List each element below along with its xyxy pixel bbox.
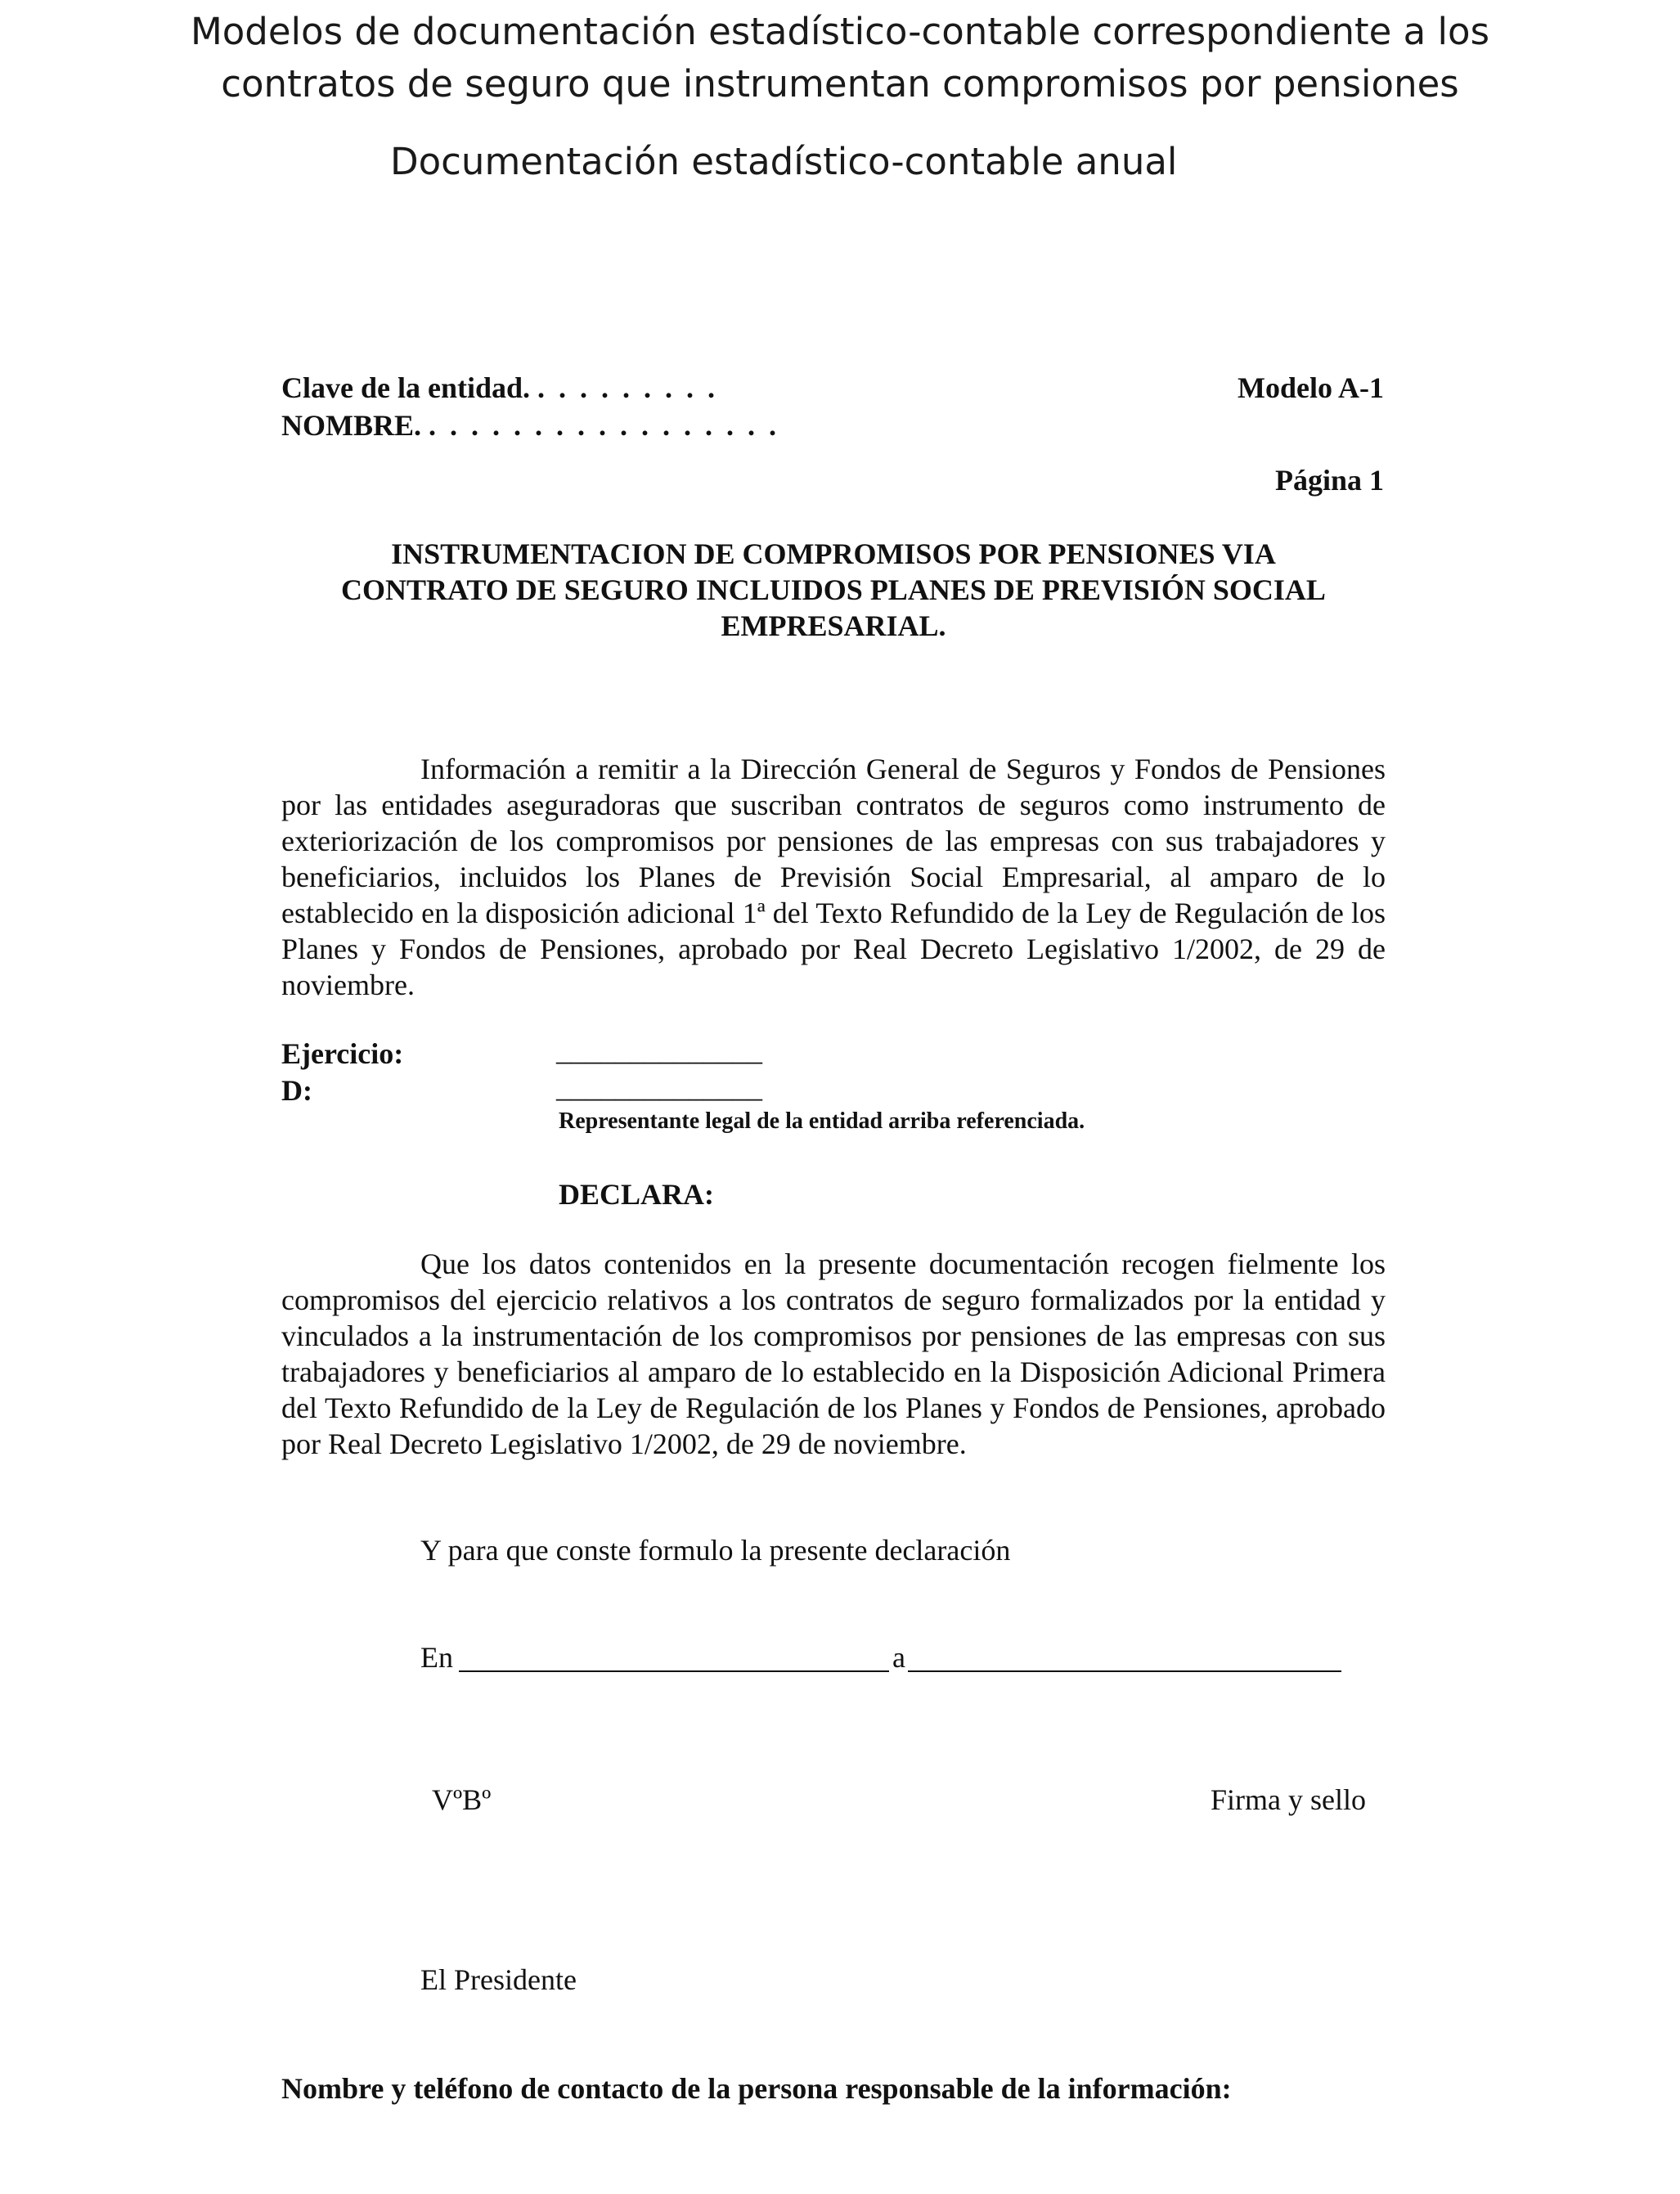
title-line-1: INSTRUMENTACION DE COMPROMISOS POR PENSIONES VIA — [391, 537, 1276, 570]
intro-paragraph: Información a remitir a la Dirección General de Seguros y Fondos de Pensiones por las entidades aseguradoras que suscriban contratos de seguros como instrumento de exteriorización de los compromisos por pensiones de las empresas con sus trabajadores y beneficiarios, incluidos los Planes de Previsión Social Empresarial, al amparo de lo establecido en la disposición adicional 1ª del Texto Refundido de la Ley de Regulación de los Planes y Fondos de Pensiones, aprobado por Real Decreto Legislativo 1/2002, de 29 de noviembre. — [281, 753, 1386, 1001]
header-line-1: Modelos de documentación estadístico-contable correspondiente a los — [190, 10, 1490, 53]
contacto-label: Nombre y teléfono de contacto de la persona responsable de la información: — [281, 2072, 1232, 2105]
nombre-entidad — [281, 407, 779, 443]
a-label: a — [892, 1641, 905, 1674]
header-subtitle: Documentación estadístico-contable anual — [390, 140, 1178, 183]
modelo-label: Modelo A-1 — [1238, 371, 1384, 404]
document-title — [281, 536, 1386, 644]
declara-heading: DECLARA: — [559, 1178, 715, 1211]
conste-text: Y para que conste formulo la presente declaración — [420, 1534, 1011, 1567]
clave-dots: . . . . . . . . . — [537, 371, 719, 404]
pagina-label: Página 1 — [1274, 464, 1384, 497]
header-line-2: contratos de seguro que instrumentan compromisos por pensiones — [221, 62, 1459, 106]
a-line[interactable] — [908, 1670, 1341, 1672]
en-line[interactable] — [459, 1670, 889, 1672]
clave-label: Clave de la entidad. — [281, 371, 531, 404]
representante-label: Representante legal de la entidad arriba referenciada. — [559, 1108, 1085, 1134]
firma-sello-label: Firma y sello — [1211, 1783, 1366, 1816]
ejercicio-blank[interactable]: ______________ — [556, 1034, 762, 1067]
title-line-3: EMPRESARIAL. — [721, 609, 946, 642]
clave-entidad — [281, 370, 718, 406]
vobo-label: VºBº — [432, 1783, 492, 1816]
ejercicio-label: Ejercicio: — [281, 1037, 404, 1070]
title-line-2: CONTRATO DE SEGURO INCLUIDOS PLANES DE PREVISIÓN SOCIAL — [341, 573, 1326, 606]
nombre-dots: . . . . . . . . . . . . . . . . . — [429, 409, 779, 442]
presidente-label: El Presidente — [420, 1963, 577, 1996]
d-label: D: — [281, 1074, 312, 1107]
declaration-paragraph: Que los datos contenidos en la presente documentación recogen fielmente los compromisos del ejercicio relativos a los contratos de seguro formalizados por la entidad y vinculados a la instrumentación de los compromisos por pensiones de las empresas con sus trabajadores y beneficiarios al amparo de lo establecido en la Disposición Adicional Primera del Texto Refundido de la Ley de Regulación de los Planes y Fondos de Pensiones, aprobado por Real Decreto Legislativo 1/2002, de 29 de noviembre. — [281, 1248, 1386, 1460]
en-label: En — [420, 1641, 453, 1674]
nombre-label: NOMBRE. — [281, 409, 421, 442]
d-blank[interactable]: ______________ — [556, 1071, 762, 1104]
